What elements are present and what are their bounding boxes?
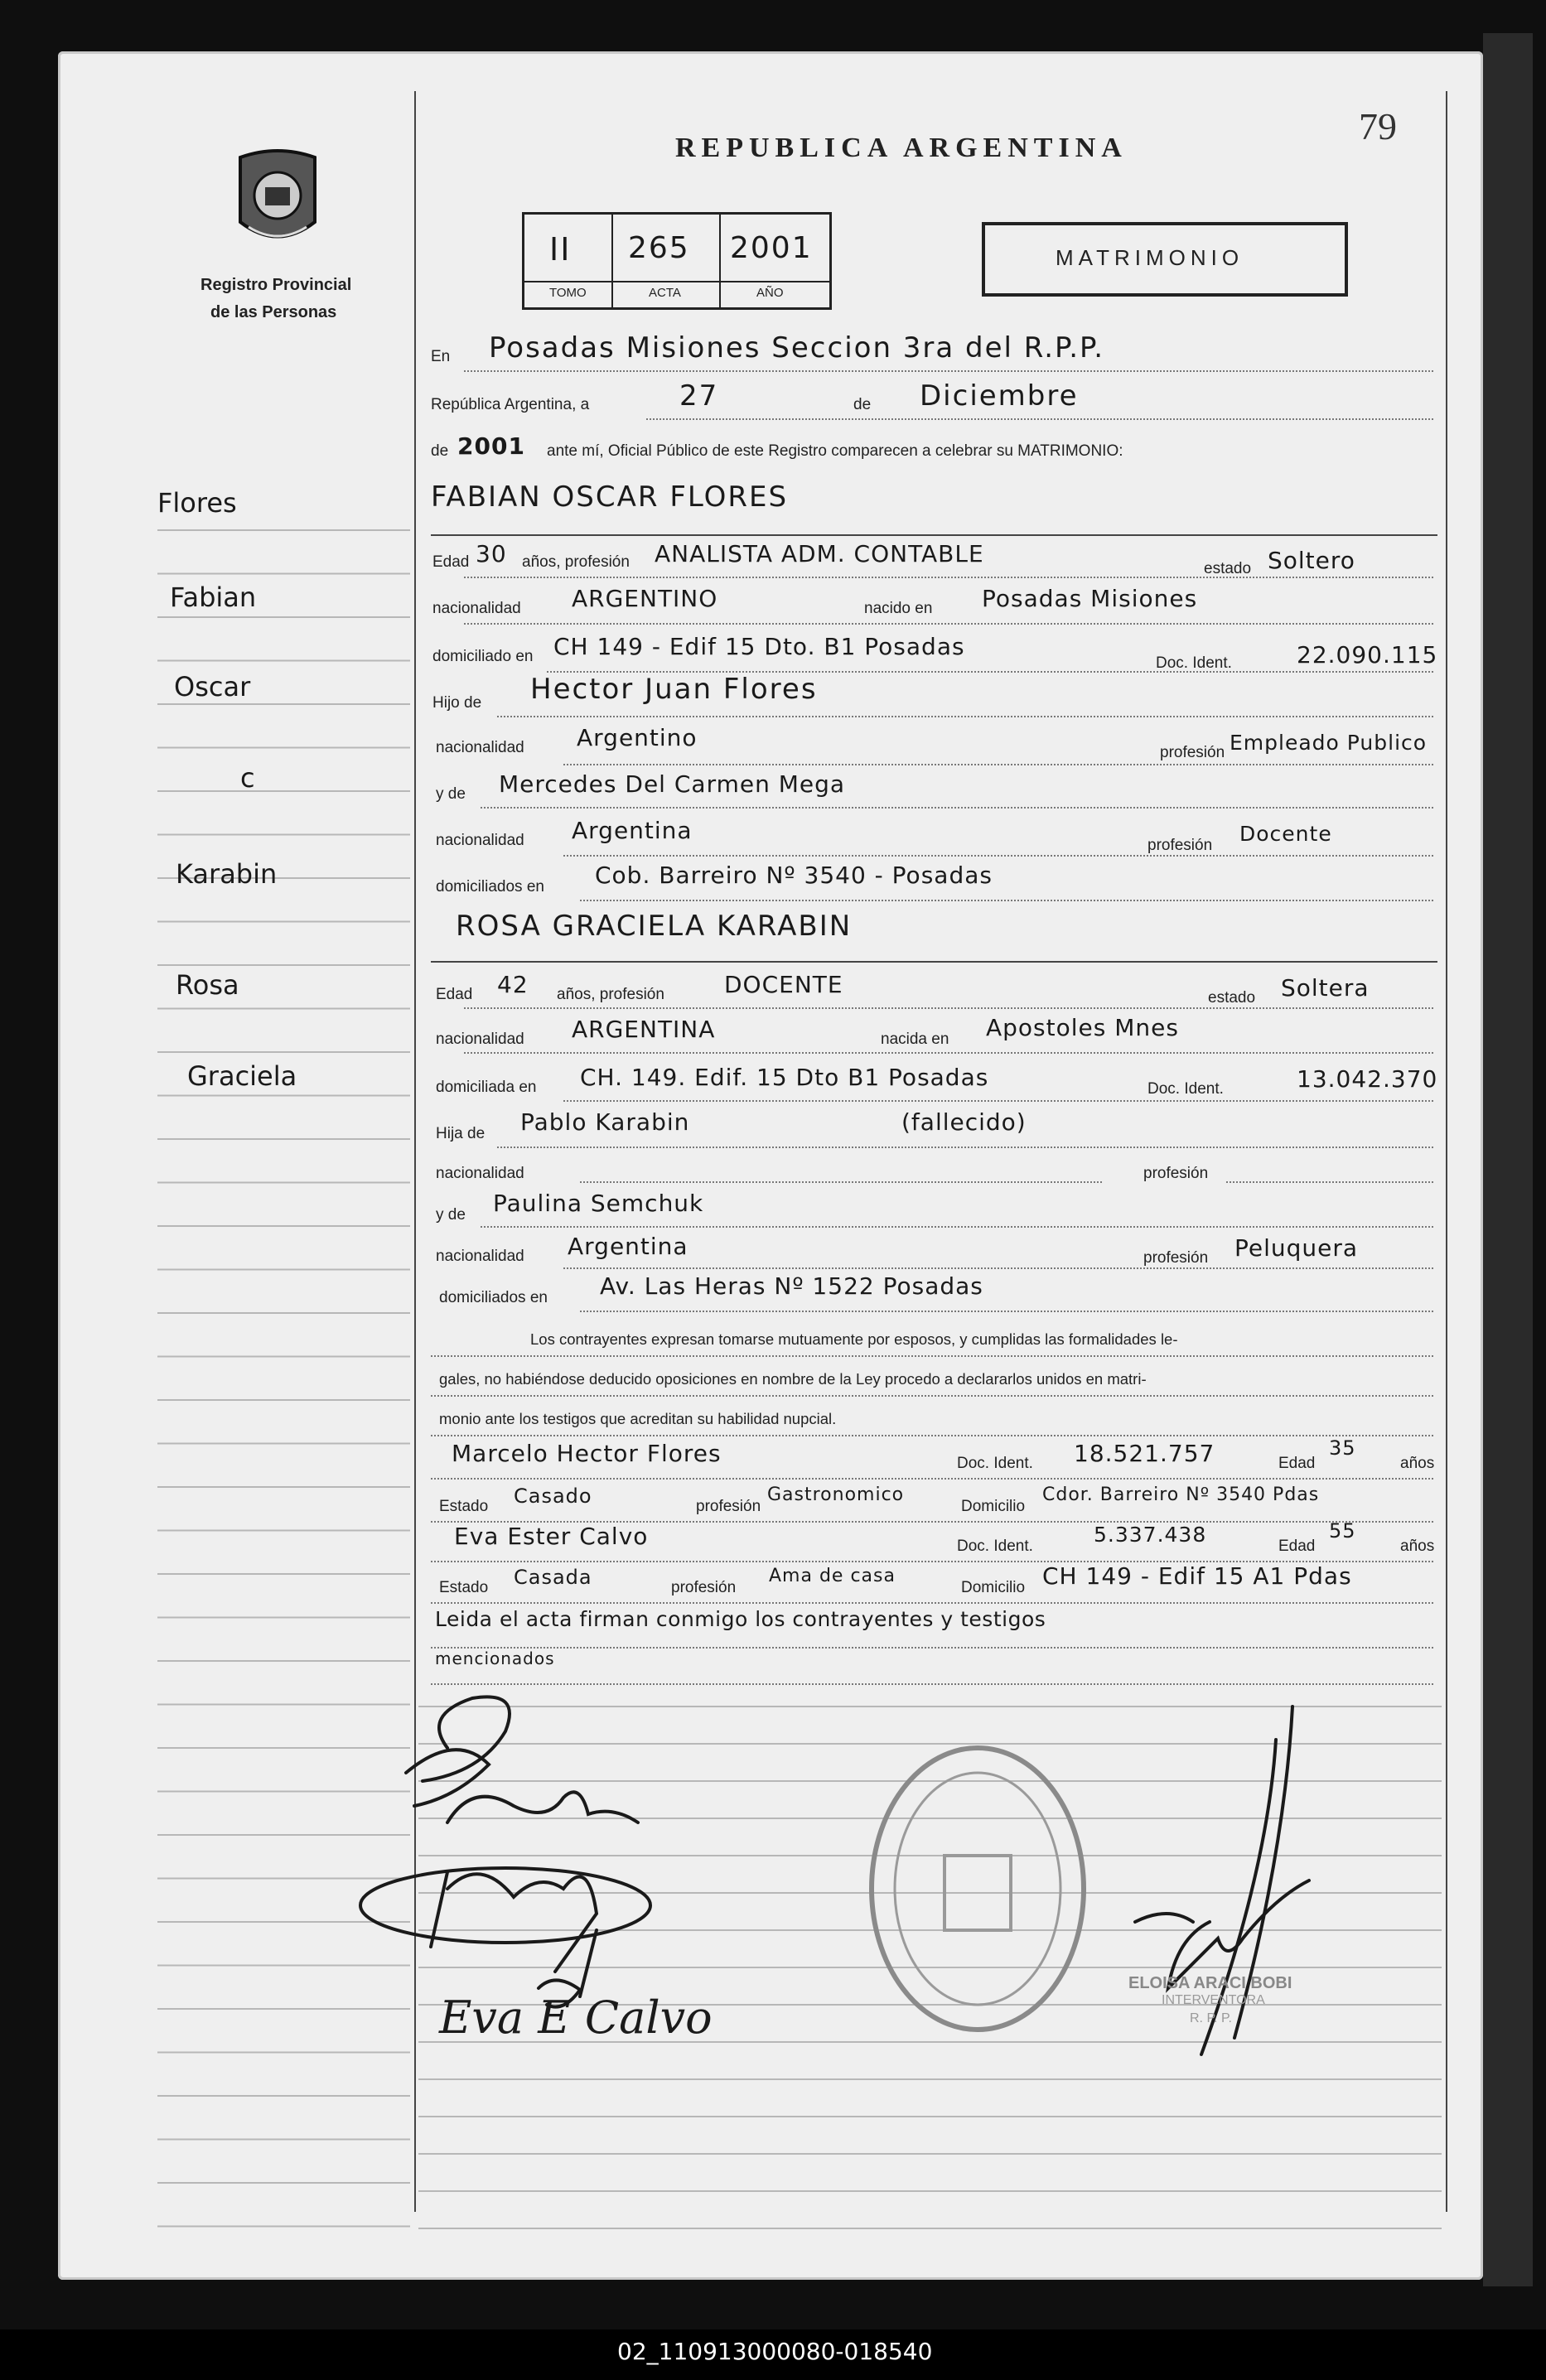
witness1-estado-label: Estado xyxy=(439,1498,489,1515)
legal-line1: Los contrayentes expresan tomarse mutuamente por esposos, y cumplidas las formalidades le- xyxy=(530,1330,1178,1348)
image-code: 02_110913000080-018540 xyxy=(617,2338,933,2365)
bride-father-note: (fallecido) xyxy=(901,1108,1027,1136)
witness1-doc: 18.521.757 xyxy=(1074,1440,1215,1467)
margin-word-2: Fabian xyxy=(170,582,257,613)
bride-father-prof-label: profesión xyxy=(1143,1165,1209,1182)
bride-doc-label: Doc. Ident. xyxy=(1147,1080,1224,1098)
groom-hijo-label: Hijo de xyxy=(432,694,482,712)
groom-mother-prof-label: profesión xyxy=(1147,837,1213,854)
country-title: REPUBLICA ARGENTINA xyxy=(675,133,1128,163)
witness-signature-text: Eva E Calvo xyxy=(439,1991,713,2044)
groom-mother-nationality: Argentina xyxy=(572,817,693,844)
witness2-age: 55 xyxy=(1329,1519,1356,1542)
tomo-label: TOMO xyxy=(549,286,587,300)
groom-mother-profession: Docente xyxy=(1239,822,1332,846)
bride-mother-profession: Peluquera xyxy=(1234,1234,1359,1262)
bride-status: Soltera xyxy=(1281,974,1370,1002)
bride-hija-label: Hija de xyxy=(436,1125,486,1142)
witness2-prof-label: profesión xyxy=(671,1579,737,1596)
right-vertical-rule xyxy=(1446,91,1447,2212)
groom-age: 30 xyxy=(476,540,507,567)
groom-edad-label: Edad xyxy=(432,553,470,571)
bride-father: Pablo Karabin xyxy=(520,1108,690,1136)
groom-doc: 22.090.115 xyxy=(1297,641,1438,669)
republica-label: República Argentina, a xyxy=(431,396,590,413)
groom-father: Hector Juan Flores xyxy=(530,673,818,706)
bride-birthplace: Apostoles Mnes xyxy=(986,1014,1179,1041)
groom-address: CH 149 - Edif 15 Dto. B1 Posadas xyxy=(553,633,965,660)
margin-word-5: Karabin xyxy=(176,858,278,890)
groom-father-profession: Empleado Publico xyxy=(1230,731,1428,755)
de-label: de xyxy=(853,396,872,413)
bride-edad-label: Edad xyxy=(436,986,473,1003)
witness2-estado-label: Estado xyxy=(439,1579,489,1596)
groom-status: Soltero xyxy=(1268,547,1355,574)
groom-nationality: ARGENTINO xyxy=(572,585,718,612)
bride-anos-prof-label: años, profesión xyxy=(557,986,664,1003)
witness1-anos-label: años xyxy=(1400,1455,1435,1472)
groom-nacido-label: nacido en xyxy=(864,600,933,617)
ano-label: AÑO xyxy=(756,286,784,300)
groom-father-prof-label: profesión xyxy=(1160,744,1225,761)
margin-word-1: Flores xyxy=(157,487,237,519)
official-seal-stamp xyxy=(862,1731,1094,2046)
acta-label: ACTA xyxy=(649,286,681,300)
tomo-value: II xyxy=(549,231,572,268)
en-label: En xyxy=(431,348,451,365)
witness1-profession: Gastronomico xyxy=(767,1484,905,1505)
witness1-age: 35 xyxy=(1329,1436,1356,1460)
registry-name-line1: Registro Provincial xyxy=(200,276,352,294)
bride-profession: DOCENTE xyxy=(724,971,843,998)
bride-parents-dom-label: domiciliados en xyxy=(439,1289,548,1306)
acta-value: 265 xyxy=(628,231,690,265)
bride-mother-nat-label: nacionalidad xyxy=(436,1248,524,1265)
year-value: 2001 xyxy=(457,432,525,460)
act-type-label: MATRIMONIO xyxy=(1056,245,1244,270)
month-value: Diciembre xyxy=(920,379,1079,413)
bride-mother-prof-label: profesión xyxy=(1143,1249,1209,1267)
bride-age: 42 xyxy=(497,971,529,998)
intro-statement: ante mí, Oficial Público de este Registro comparecen a celebrar su MATRIMONIO: xyxy=(547,442,1123,460)
record-number-box xyxy=(522,212,832,310)
bride-nacida-label: nacida en xyxy=(881,1031,949,1048)
groom-mother-nat-label: nacionalidad xyxy=(436,832,524,849)
bride-nationality: ARGENTINA xyxy=(572,1016,716,1043)
bride-mother: Paulina Semchuk xyxy=(493,1190,704,1217)
groom-profession: ANALISTA ADM. CONTABLE xyxy=(655,540,984,567)
ano-value: 2001 xyxy=(730,231,813,265)
bride-mother-nationality: Argentina xyxy=(568,1233,688,1260)
witness2-anos-label: años xyxy=(1400,1538,1435,1555)
witness2-doc-label: Doc. Ident. xyxy=(957,1538,1033,1555)
groom-parents-dom-label: domiciliados en xyxy=(436,878,544,896)
margin-word-6: Rosa xyxy=(176,969,239,1001)
stamp-role: INTERVENTORA xyxy=(1162,1993,1265,2007)
witness2-doc: 5.337.438 xyxy=(1094,1523,1207,1547)
groom-domiciliado-label: domiciliado en xyxy=(432,648,534,665)
registry-seal-icon xyxy=(232,147,323,255)
act-type-box xyxy=(982,222,1348,297)
day-value: 27 xyxy=(679,379,719,413)
bride-estado-label: estado xyxy=(1208,989,1256,1007)
bride-yde-label: y de xyxy=(436,1206,466,1224)
legal-line3: monio ante los testigos que acreditan su habilidad nupcial. xyxy=(439,1410,837,1427)
bride-father-nat-label: nacionalidad xyxy=(436,1165,524,1182)
margin-word-4: c xyxy=(240,762,255,794)
bride-parents-address: Av. Las Heras Nº 1522 Posadas xyxy=(600,1272,983,1300)
closing-line1: Leida el acta firman conmigo los contrayentes y testigos xyxy=(435,1607,1046,1631)
witness2-status: Casada xyxy=(514,1566,592,1589)
groom-name: FABIAN OSCAR FLORES xyxy=(431,480,789,514)
groom-father-nationality: Argentino xyxy=(577,724,698,751)
de2-label: de xyxy=(431,442,449,460)
bride-doc: 13.042.370 xyxy=(1297,1065,1438,1093)
bride-nat-label: nacionalidad xyxy=(436,1031,524,1048)
groom-birthplace: Posadas Misiones xyxy=(982,585,1198,612)
stamp-name: ELOISA ARACI BOBI xyxy=(1128,1974,1292,1992)
groom-estado-label: estado xyxy=(1204,560,1252,577)
stamp-org: R. P. P. xyxy=(1190,2011,1232,2025)
witness2-address: CH 149 - Edif 15 A1 Pdas xyxy=(1042,1562,1352,1590)
folio-number: 79 xyxy=(1359,105,1397,147)
groom-mother: Mercedes Del Carmen Mega xyxy=(499,770,846,798)
witness2-dom-label: Domicilio xyxy=(961,1579,1026,1596)
legal-line2: gales, no habiéndose deducido oposiciones en nombre de la Ley procedo a declararlos unidos en matri- xyxy=(439,1370,1147,1388)
groom-father-nat-label: nacionalidad xyxy=(436,739,524,756)
margin-word-3: Oscar xyxy=(174,671,251,702)
place-value: Posadas Misiones Seccion 3ra del R.P.P. xyxy=(489,331,1105,364)
witness1-address: Cdor. Barreiro Nº 3540 Pdas xyxy=(1042,1484,1320,1505)
groom-doc-label: Doc. Ident. xyxy=(1156,654,1232,672)
bride-address: CH. 149. Edif. 15 Dto B1 Posadas xyxy=(580,1064,989,1091)
witness1-dom-label: Domicilio xyxy=(961,1498,1026,1515)
page-edge xyxy=(1483,33,1533,2286)
witness1-name: Marcelo Hector Flores xyxy=(452,1440,722,1467)
witness2-profession: Ama de casa xyxy=(769,1566,896,1586)
witness1-edad-label: Edad xyxy=(1278,1455,1316,1472)
groom-anos-prof-label: años, profesión xyxy=(522,553,630,571)
bride-name: ROSA GRACIELA KARABIN xyxy=(456,910,853,943)
groom-nat-label: nacionalidad xyxy=(432,600,521,617)
margin-word-7: Graciela xyxy=(187,1060,297,1092)
groom-yde-label: y de xyxy=(436,785,466,803)
witness2-name: Eva Ester Calvo xyxy=(454,1523,649,1550)
witness1-prof-label: profesión xyxy=(696,1498,761,1515)
registry-name-line2: de las Personas xyxy=(210,303,337,321)
closing-line2: mencionados xyxy=(435,1649,555,1668)
bride-domiciliada-label: domiciliada en xyxy=(436,1079,537,1096)
witness1-status: Casado xyxy=(514,1484,592,1508)
witness1-doc-label: Doc. Ident. xyxy=(957,1455,1033,1472)
groom-parents-address: Cob. Barreiro Nº 3540 - Posadas xyxy=(595,862,993,889)
witness2-edad-label: Edad xyxy=(1278,1538,1316,1555)
official-signature xyxy=(1102,1690,1334,2088)
